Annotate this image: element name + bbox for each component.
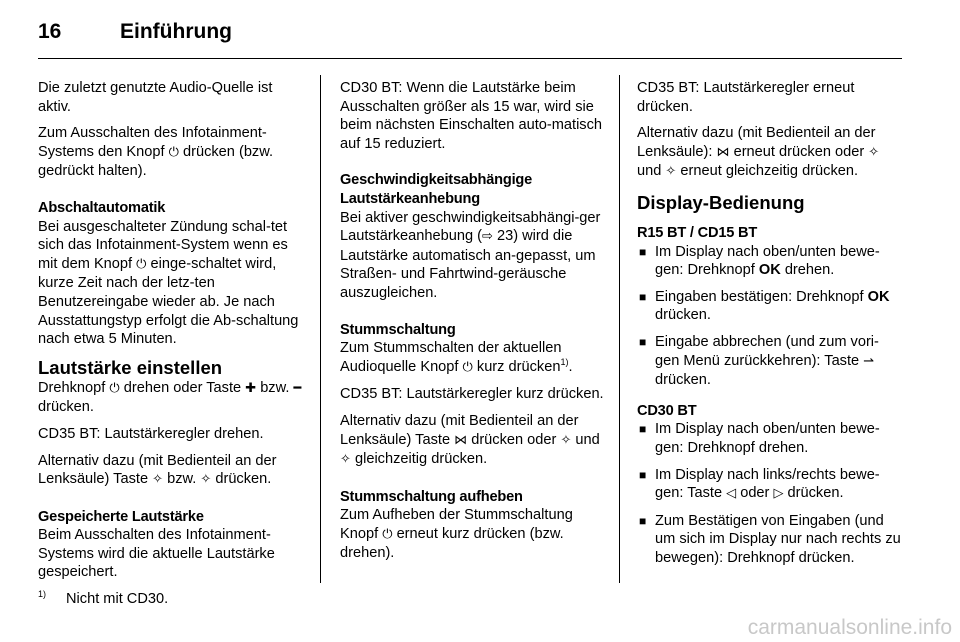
back-icon: ⇀ [863, 353, 875, 369]
volume-down-icon: ✧ [200, 472, 212, 488]
plus-icon: ✚ [245, 380, 257, 396]
volume-up-icon: ✧ [868, 144, 880, 160]
minus-icon: ━ [293, 380, 302, 396]
list-item: ■ Eingabe abbrechen (und zum vori-gen Menü zurückkehren): Taste ⇀ drücken. [637, 333, 903, 390]
right-arrow-icon: ▷ [773, 486, 784, 502]
watermark: carmanualsonline.info [747, 616, 952, 640]
paragraph: Zum Stummschalten der aktuellen Audioquelle Knopf ⏻ kurz drücken$^{1)}$. [340, 340, 573, 375]
mute-icon: ⋈ [716, 144, 730, 160]
column-2 [340, 79, 606, 571]
list-item: ■ Zum Bestätigen von Eingaben (und um sich im Display nur nach rechts zu bewegen): Drehknopf drücken. [637, 512, 903, 568]
list-item: ■ Eingaben bestätigen: Drehknopf OK drücken. [637, 288, 903, 325]
column-divider-1 [320, 75, 321, 583]
paragraph: Die zuletzt genutzte Audio-Quelle ist aktiv. [38, 80, 273, 115]
section-heading: Abschaltautomatik [38, 199, 166, 216]
section-heading: Stummschaltung aufheben [340, 488, 523, 505]
list-item: ■ Im Display nach oben/unten bewe-gen: Drehknopf OK drehen. [637, 243, 903, 280]
section-heading: Gespeicherte Lautstärke [38, 508, 204, 525]
section-heading: Stummschaltung [340, 321, 456, 338]
paragraph: Beim Ausschalten des Infotainment-Systems wird die aktuelle Lautstärke gespeichert. [38, 527, 275, 581]
header-rule [38, 58, 902, 59]
paragraph: Drehknopf ⏻ drehen oder Taste ✚ bzw. ━ drücken. [38, 379, 302, 416]
list-item: ■ Im Display nach oben/unten bewe-gen: Drehknopf drehen. [637, 420, 903, 457]
volume-up-icon: ✧ [560, 432, 572, 448]
power-icon: ⏻ [382, 526, 393, 542]
paragraph: Alternativ dazu (mit Bedienteil an der Lenksäule) Taste ⋈ drücken oder ✧ und ✧ gleichzeitig drücken. [340, 412, 600, 468]
paragraph: Zum Ausschalten des Infotainment-Systems den Knopf ⏻ drücken (bzw. gedrückt halten). [38, 125, 274, 180]
paragraph: Zum Aufheben der Stummschaltung Knopf ⏻ erneut kurz drücken (bzw. drehen). [340, 507, 573, 562]
volume-up-icon: ✧ [152, 472, 164, 488]
paragraph: Bei aktiver geschwindigkeitsabhängi-ger Lautstärkeanhebung (⇨ 23) wird die Lautstärke automatisch an-gepasst, um Straßen- und Fahrtwind-geräusche auszugleichen. [340, 209, 601, 301]
footnote-ref: 1) [560, 356, 569, 367]
paragraph: CD35 BT: Lautstärkeregler drehen. [38, 425, 264, 442]
power-icon: ⏻ [462, 359, 473, 375]
paragraph: Alternativ dazu (mit Bedienteil an der Lenksäule): ⋈ erneut drücken oder ✧ und ✧ erneut gleichzeitig drücken. [637, 125, 880, 180]
column-3 [637, 79, 903, 575]
mute-icon: ⋈ [454, 432, 468, 448]
paragraph: CD35 BT: Lautstärkeregler kurz drücken. [340, 386, 604, 403]
section-heading: Display-Bedienung [637, 191, 805, 213]
section-heading: Lautstärke einstellen [38, 356, 223, 378]
power-icon: ⏻ [109, 380, 120, 396]
list-item: ■ Im Display nach links/rechts bewe-gen: Taste ◁ oder ▷ drücken. [637, 466, 903, 504]
subsection-heading: R15 BT / CD15 BT [637, 224, 758, 241]
column-divider-2 [619, 75, 620, 583]
paragraph: Alternativ dazu (mit Bedienteil an der Lenksäule) Taste ✧ bzw. ✧ drücken. [38, 452, 277, 488]
bullet-list [637, 420, 903, 567]
footnote-text: Nicht mit CD30. [66, 591, 169, 607]
footnote-mark: 1) [38, 589, 47, 599]
power-icon: ⏻ [168, 144, 179, 160]
page-reference[interactable]: 23 [496, 228, 514, 245]
page-title: Einführung [120, 20, 232, 43]
section-heading: Geschwindigkeitsabhängige Lautstärkeanhebung [340, 172, 533, 207]
bullet-list [637, 243, 903, 390]
volume-down-icon: ✧ [340, 452, 351, 468]
reference-arrow-icon: ⇨ [482, 229, 493, 245]
paragraph: CD30 BT: Wenn die Lautstärke beim Ausschalten größer als 15 war, wird sie beim nächsten Einschalten auto-matisch auf 15 reduziert. [340, 80, 603, 152]
left-arrow-icon: ◁ [726, 486, 737, 502]
paragraph: Bei ausgeschalteter Zündung schal-tet sich das Infotainment-System wenn es mit dem Knopf ⏻ einge-schaltet wird, kurze Zeit nach der letz-ten Benutzereingabe wieder ab. Je nach Ausstattungstyp erfolgt die Ab-schaltung nach etwa 5 Minuten. [38, 218, 299, 348]
page-number: 16 [38, 20, 62, 43]
column-1 [38, 79, 308, 590]
subsection-heading: CD30 BT [637, 402, 697, 419]
paragraph: CD35 BT: Lautstärkeregler erneut drücken. [637, 80, 855, 115]
volume-down-icon: ✧ [665, 164, 677, 180]
power-icon: ⏻ [136, 256, 147, 272]
